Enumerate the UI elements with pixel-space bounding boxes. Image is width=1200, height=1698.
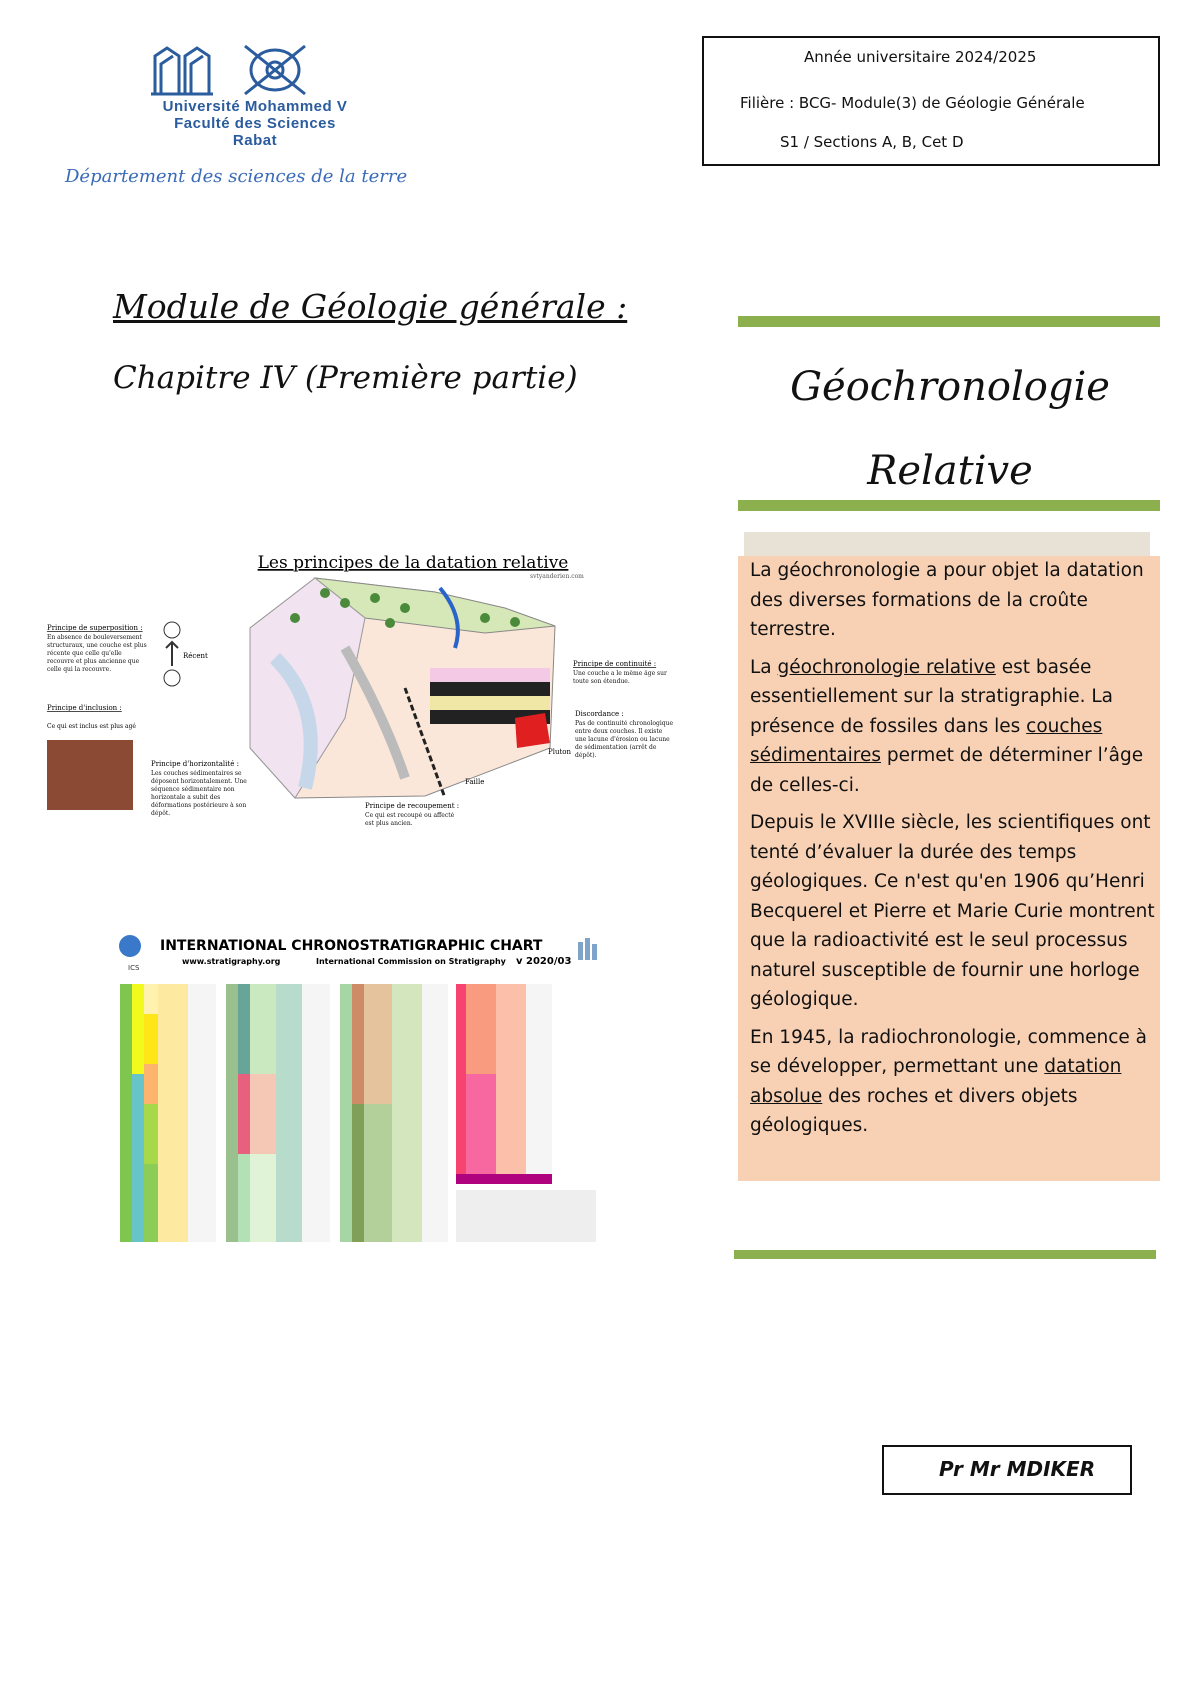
summary-paragraph <box>750 653 1160 801</box>
divider-bar <box>738 500 1160 511</box>
minus-icon <box>164 670 180 686</box>
plus-icon <box>164 622 180 638</box>
label-faille: Faille <box>465 778 485 786</box>
summary-paragraph: Depuis le XVIIIe siècle, les scientifiques ont tenté d’évaluer la durée des temps géologiques. Ce n'est qu'en 1906 qu’Henri Becquerel et Pierre et Marie Curie montrent que la radioactivité est le seul processus naturel susceptible de fournir une horloge géologique. <box>750 812 1155 1010</box>
department-name: Département des sciences de la terre <box>65 166 408 187</box>
chart-version: v 2020/03 <box>516 956 572 967</box>
text-run: La <box>750 656 778 678</box>
underlined-term: couches sédimentaires <box>750 715 1103 766</box>
label-inclusion: Principe d'inclusion : <box>47 704 122 712</box>
text-horizontalite <box>151 770 251 830</box>
sections: S1 / Sections A, B, Cet D <box>780 133 964 151</box>
summary-paragraph <box>750 1023 1160 1141</box>
academic-year: Année universitaire 2024/2025 <box>804 48 1037 66</box>
globe-icon <box>119 935 141 957</box>
label-discordance: Discordance : <box>575 710 624 718</box>
chronostratigraphic-chart <box>118 934 603 1246</box>
author-box <box>882 1445 1132 1495</box>
info-box <box>702 36 1160 166</box>
label-recent: Récent <box>183 652 208 660</box>
chapter-title: Chapitre IV (Première partie) <box>113 360 578 396</box>
city-name: Rabat <box>232 132 278 149</box>
continuite-text: Une couche a le même âge sur toute son étendue. <box>573 670 667 685</box>
label-superposition: Principe de superposition : <box>47 624 143 632</box>
recoupement-text: Ce qui est recoupé ou affecté est plus ancien. <box>365 812 455 827</box>
horizontalite-text: Les couches sédimentaires se déposent horizontalement. Une séquence sédimentaire non horizontale a subit des déformations postérieure à son dépôt. <box>151 770 247 817</box>
text-inclusion: Ce qui est inclus est plus agé <box>47 723 136 730</box>
topic-title: Géochronologie <box>790 364 1110 410</box>
logo-emblem-icon <box>105 42 405 104</box>
label-horizontalite: Principe d'horizontalité : <box>151 760 239 768</box>
label-continuite: Principe de continuité : <box>573 660 657 668</box>
divider-bar <box>738 316 1160 327</box>
figure-title: Les principes de la datation relative <box>257 553 569 573</box>
text-discordance <box>575 720 675 770</box>
university-name: Université Mohammed V <box>162 98 348 115</box>
divider-bar <box>734 1250 1156 1259</box>
text-run: En 1945, la radiochronologie, commence à se développer, permettant une <box>750 1026 1147 1077</box>
text-recoupement <box>365 812 465 842</box>
chart-title: INTERNATIONAL CHRONOSTRATIGRAPHIC CHART <box>160 938 543 954</box>
summary-header-strip <box>744 532 1150 556</box>
summary-box <box>738 556 1160 1181</box>
block-diagram <box>250 578 555 798</box>
faculty-name: Faculté des Sciences <box>174 115 336 132</box>
summary-paragraph: La géochronologie a pour objet la datation des diverses formations de la croûte terrestre. <box>750 560 1144 640</box>
text-run: est basée essentiellement sur la stratigraphie. La présence de fossiles dans les <box>750 656 1113 737</box>
chart-commission: International Commission on Stratigraphy <box>316 957 506 966</box>
underlined-term: géochronologie relative <box>777 656 996 678</box>
chart-column-precambrian-a <box>340 984 448 1242</box>
topic-subtitle: Relative <box>867 448 1033 494</box>
module-title: Module de Géologie générale : <box>113 287 628 326</box>
chart-site: www.stratigraphy.org <box>182 957 281 966</box>
figure-source: svtyanderien.com <box>530 573 584 580</box>
text-run: permet de déterminer l’âge de celles-ci. <box>750 745 1144 796</box>
inclusion-photo <box>47 740 133 810</box>
filiere: Filière : BCG- Module(3) de Géologie Générale <box>740 94 1085 112</box>
chart-column-precambrian-b <box>456 984 596 1242</box>
chart-column-cenozoic-mesozoic <box>120 984 216 1242</box>
label-pluton: Pluton <box>548 748 571 756</box>
label-recoupement: Principe de recoupement : <box>365 802 460 810</box>
author-name: Pr Mr MDIKER <box>939 1457 1096 1481</box>
superposition-text: En absence de bouleversement structuraux, une couche est plus récente que celle qu'elle recouvre et plus ancienne que celle qui la recouvre. <box>47 634 147 673</box>
chart-bars-icon <box>578 938 597 960</box>
chart-column-paleozoic <box>226 984 330 1242</box>
relative-dating-figure <box>45 548 695 850</box>
text-run: des roches et divers objets géologiques. <box>750 1085 1078 1136</box>
arrow-up-icon <box>166 642 178 666</box>
underlined-term: datation absolue <box>750 1056 1122 1107</box>
text-continuite <box>573 670 673 694</box>
ics-badge: ICS <box>128 964 140 972</box>
discordance-text: Pas de continuité chronologique entre deux couches. Il existe une lacune d'érosion ou lacune de sédimentation (arrêt de dépôt). <box>575 720 674 759</box>
university-logo <box>105 42 405 152</box>
text-superposition <box>47 634 147 682</box>
